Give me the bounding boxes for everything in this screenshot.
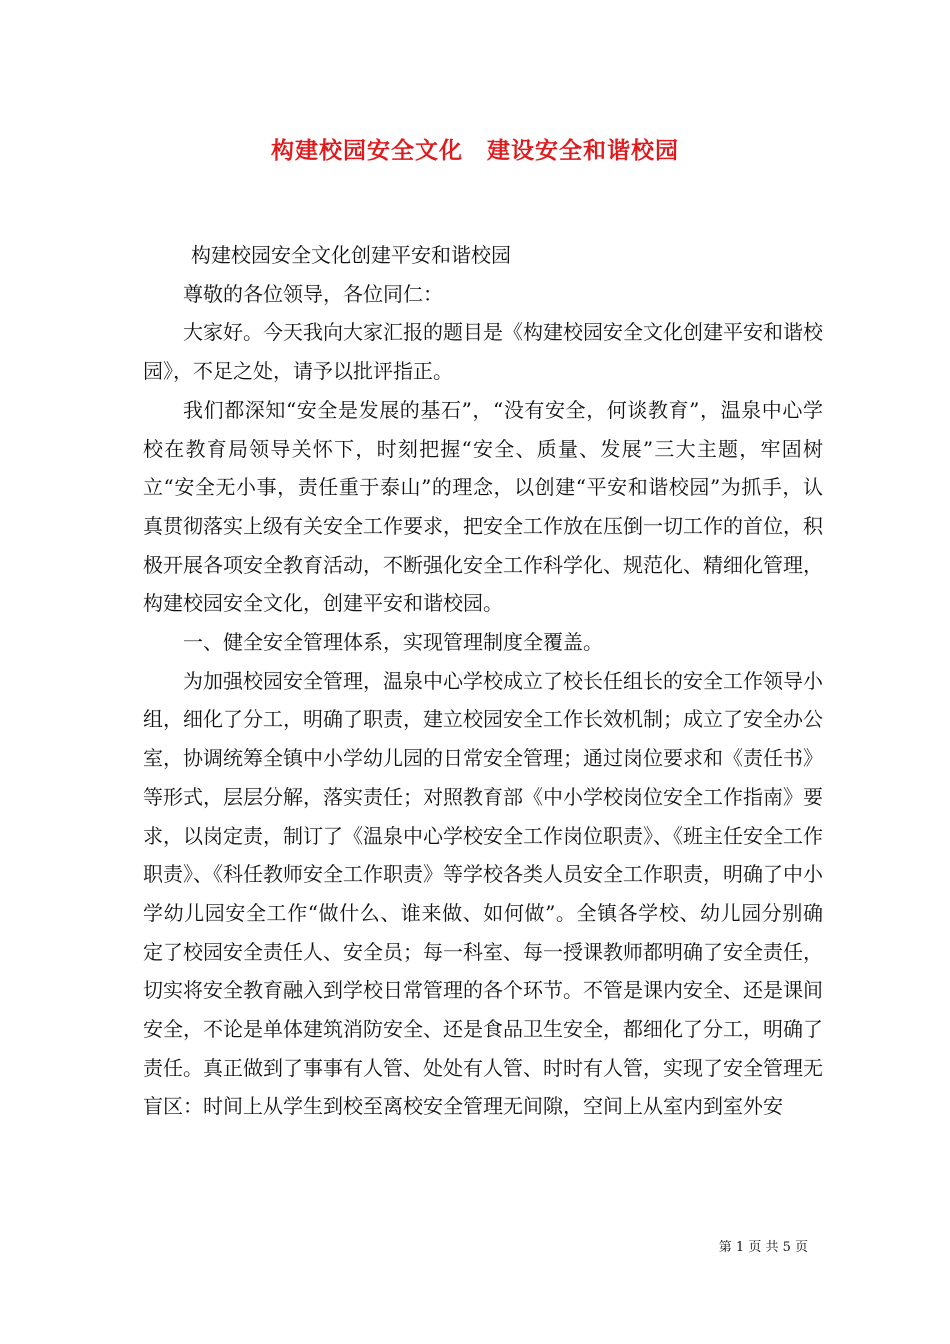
paragraph-intro: 大家好。今天我向大家汇报的题目是《构建校园安全文化创建平安和谐校园》，不足之处，请予以批评指正。	[143, 320, 823, 384]
document-title: 构建校园安全文化 建设安全和谐校园	[271, 137, 679, 164]
paragraph-main: 我们都深知“安全是发展的基石”，“没有安全，何谈教育”，温泉中心学校在教育局领导关怀下，时刻把握“安全、质量、发展”三大主题，牢固树立“安全无小事，责任重于泰山”的理念，以创建“平安和谐校园”为抓手，认真贯彻落实上级有关安全工作要求，把安全工作放在压倒一切工作的首位，积极开展各项安全教育活动，不断强化安全工作科学化、规范化、精细化管理，构建校园安全文化，创建平安和谐校园。	[143, 397, 823, 616]
paragraph-section-body: 为加强校园安全管理，温泉中心学校成立了校长任组长的安全工作领导小组，细化了分工，明确了职责，建立校园安全工作长效机制；成立了安全办公室，协调统筹全镇中小学幼儿园的日常安全管理；通过岗位要求和《责任书》等形式，层层分解，落实责任；对照教育部《中小学校岗位安全工作指南》要求，以岗定责，制订了《温泉中心学校安全工作岗位职责》、《班主任安全工作职责》、《科任教师安全工作职责》等学校各类人员安全工作职责，明确了中小学幼儿园安全工作“做什么、谁来做、如何做”。全镇各学校、幼儿园分别确定了校园安全责任人、安全员；每一科室、每一授课教师都明确了安全责任，切实将安全教育融入到学校日常管理的各个环节。不管是课内安全、还是课间安全，不论是单体建筑消防安全、还是食品卫生安全，都细化了分工，明确了责任。真正做到了事事有人管、处处有人管、时时有人管，实现了安全管理无盲区：时间上从学生到校至离校安全管理无间隙，空间上从室内到室外安	[143, 668, 823, 1119]
paragraph-heading: 构建校园安全文化创建平安和谐校园	[191, 243, 511, 267]
page-footer: 第 1 页 共 5 页	[718, 1240, 808, 1255]
document-body	[143, 236, 823, 1126]
paragraph-section-heading: 一、健全安全管理体系，实现管理制度全覆盖。	[183, 630, 603, 655]
paragraph-greeting: 尊敬的各位领导，各位同仁：	[183, 281, 443, 306]
